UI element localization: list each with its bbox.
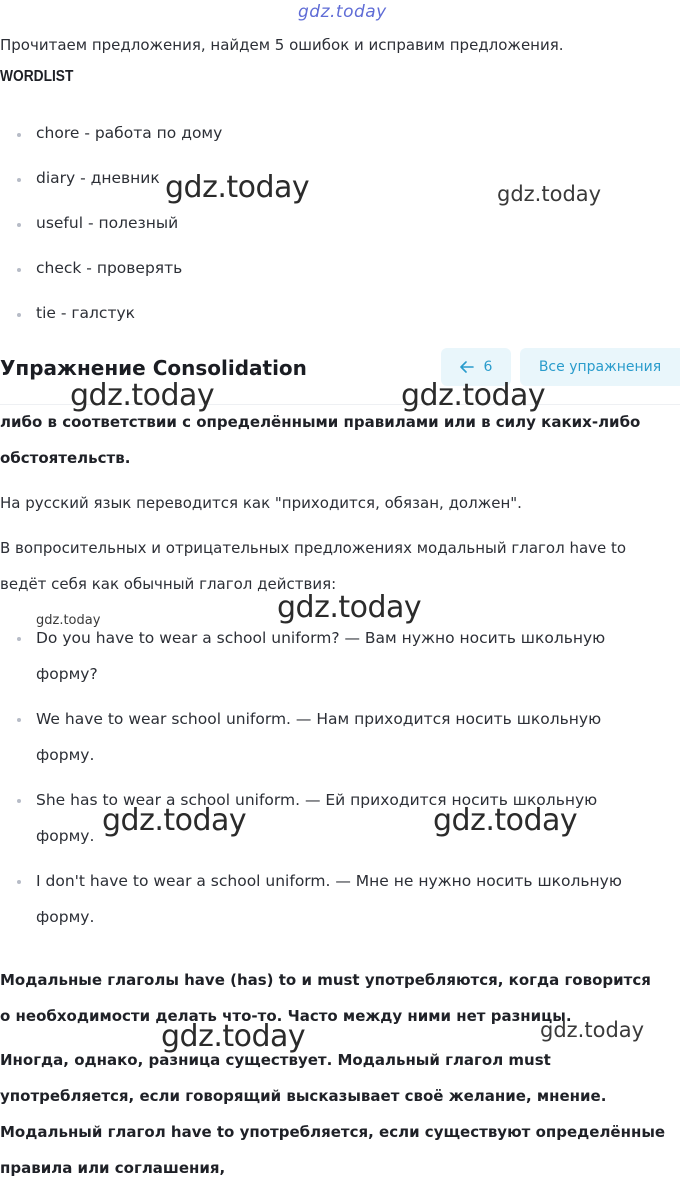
bullet-icon (17, 637, 21, 641)
bullet-icon (17, 133, 21, 137)
example-item (0, 863, 680, 944)
all-exercises-button[interactable]: Все упражнения (520, 348, 680, 386)
arrow-left-icon (460, 361, 474, 373)
exercise-title: Упражнение Consolidation (0, 356, 307, 380)
bullet-icon (17, 799, 21, 803)
previous-exercise-button[interactable] (441, 348, 511, 386)
watermark: gdz.today (277, 590, 422, 625)
bullet-icon (17, 178, 21, 182)
wordlist-heading: WORDLIST (0, 68, 74, 85)
paragraph-definition: либо в соответствии с определёнными правилами или в силу каких-либо обстоятельств. (0, 413, 641, 467)
paragraph-translation: На русский язык переводится как "приходится, обязан, должен". (0, 494, 522, 512)
example-text: I don't have to wear a school uniform. — Мне не нужно носить школьную форму. (36, 872, 622, 926)
example-text: We have to wear school uniform. — Нам приходится носить школьную форму. (36, 710, 602, 764)
example-item (0, 782, 680, 863)
paragraph-difference: Иногда, однако, разница существует. Модальный глагол must употребляется, если говорящий высказывает своё желание, мнение. Модальный глагол have to употребляется, если существуют определённые правила или соглашения, (0, 1051, 666, 1177)
wordlist-item (0, 122, 222, 167)
watermark: gdz.today (161, 1019, 306, 1054)
bullet-icon (17, 718, 21, 722)
previous-exercise-number: 6 (483, 359, 493, 375)
paragraph-usage: В вопросительных и отрицательных предложениях модальный глагол have to ведёт себя как обычный глагол действия: (0, 539, 627, 593)
watermark: gdz.today (70, 378, 215, 413)
watermark: gdz.today (102, 803, 247, 838)
bullet-icon (17, 880, 21, 884)
site-watermark-header: gdz.today (298, 2, 387, 22)
bullet-icon (17, 268, 21, 272)
watermark: gdz.today (497, 182, 602, 206)
wordlist-item-text: chore - работа по дому (36, 124, 223, 142)
wordlist-item (0, 302, 222, 347)
paragraph-modal-verbs: Модальные глаголы have (has) to и must употребляются, когда говорится о необходимости делать что-то. Часто между ними нет разницы. (0, 971, 651, 1025)
watermark: gdz.today (433, 803, 578, 838)
examples-list (0, 620, 680, 944)
example-text: Do you have to wear a school uniform? — Вам нужно носить школьную форму? (36, 629, 606, 683)
wordlist-item (0, 167, 222, 212)
bullet-icon (17, 223, 21, 227)
intro-text: Прочитаем предложения, найдем 5 ошибок и исправим предложения. (0, 36, 564, 54)
example-text: She has to wear a school uniform. — Ей приходится носить школьную форму. (36, 791, 598, 845)
wordlist-item (0, 257, 222, 302)
wordlist-item-text: diary - дневник (36, 169, 160, 187)
example-item (0, 701, 680, 782)
wordlist-item (0, 212, 222, 257)
watermark: gdz.today (36, 613, 101, 628)
bullet-icon (17, 313, 21, 317)
watermark: gdz.today (401, 378, 546, 413)
watermark: gdz.today (540, 1018, 645, 1042)
wordlist-item-text: check - проверять (36, 259, 183, 277)
watermark: gdz.today (165, 170, 310, 205)
wordlist (0, 122, 222, 347)
wordlist-item-text: useful - полезный (36, 214, 179, 232)
wordlist-item-text: tie - галстук (36, 304, 136, 322)
example-item (0, 620, 680, 701)
